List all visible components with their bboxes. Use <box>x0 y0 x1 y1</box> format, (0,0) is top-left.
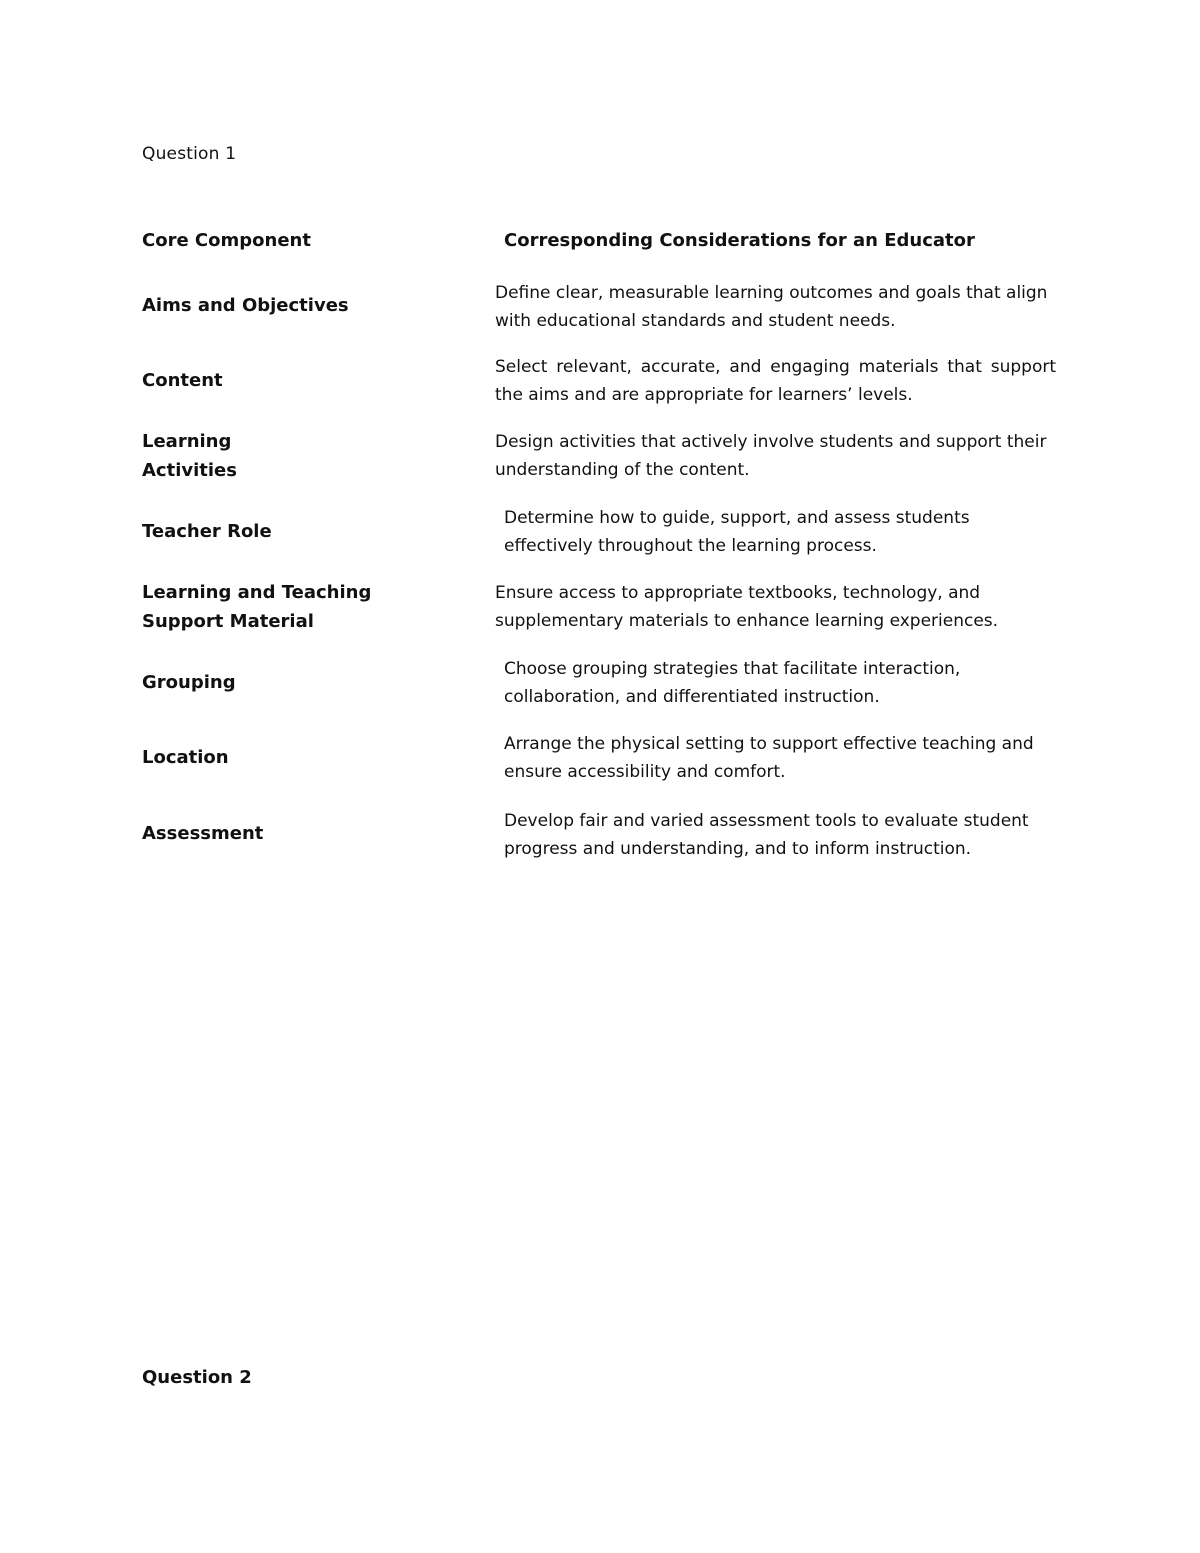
consideration-learning-activities: Design activities that actively involve students and support their understanding of the content. <box>495 432 1047 480</box>
component-ltsm: Learning and Teaching Support Material <box>142 582 372 632</box>
consideration-grouping <box>504 655 1064 711</box>
component-content: Content <box>142 370 223 391</box>
component-learning-activities <box>142 427 462 485</box>
component-assessment: Assessment <box>142 823 264 844</box>
question-1-heading: Question 1 <box>142 144 237 164</box>
consideration-content: Select relevant, accurate, and engaging materials that support the aims and are appropriate for learners’ levels. <box>495 357 1056 405</box>
consideration-grouping-line2: collaboration, and differentiated instruction. <box>504 687 880 707</box>
consideration-teacher-role-line2: effectively throughout the learning process. <box>504 536 877 556</box>
consideration-teacher-role-line1: Determine how to guide, support, and assess students <box>504 508 970 528</box>
component-grouping: Grouping <box>142 672 236 693</box>
consideration-ltsm: Ensure access to appropriate textbooks, technology, and supplementary materials to enhance learning experiences. <box>495 583 999 631</box>
consideration-assessment-line1: Develop fair and varied assessment tools to evaluate student <box>504 811 1029 831</box>
consideration-location-line1: Arrange the physical setting to support effective teaching and <box>504 734 1034 754</box>
consideration-grouping-line1: Choose grouping strategies that facilitate interaction, <box>504 659 961 679</box>
component-location: Location <box>142 747 229 768</box>
consideration-assessment-line2: progress and understanding, and to inform instruction. <box>504 839 972 859</box>
consideration-aims-objectives: Define clear, measurable learning outcomes and goals that align with educational standards and student needs. <box>495 283 1048 331</box>
consideration-teacher-role <box>504 504 1064 560</box>
table-header-considerations: Corresponding Considerations for an Educator <box>504 230 975 251</box>
component-learning-activities-line2: Activities <box>142 460 237 481</box>
component-learning-activities-line1: Learning <box>142 431 232 452</box>
consideration-assessment <box>504 807 1064 863</box>
component-teacher-role: Teacher Role <box>142 521 272 542</box>
table-header-core-component: Core Component <box>142 230 311 251</box>
question-2-heading: Question 2 <box>142 1367 252 1388</box>
component-aims-objectives: Aims and Objectives <box>142 295 349 316</box>
consideration-location-line2: ensure accessibility and comfort. <box>504 762 786 782</box>
consideration-location <box>504 730 1064 786</box>
